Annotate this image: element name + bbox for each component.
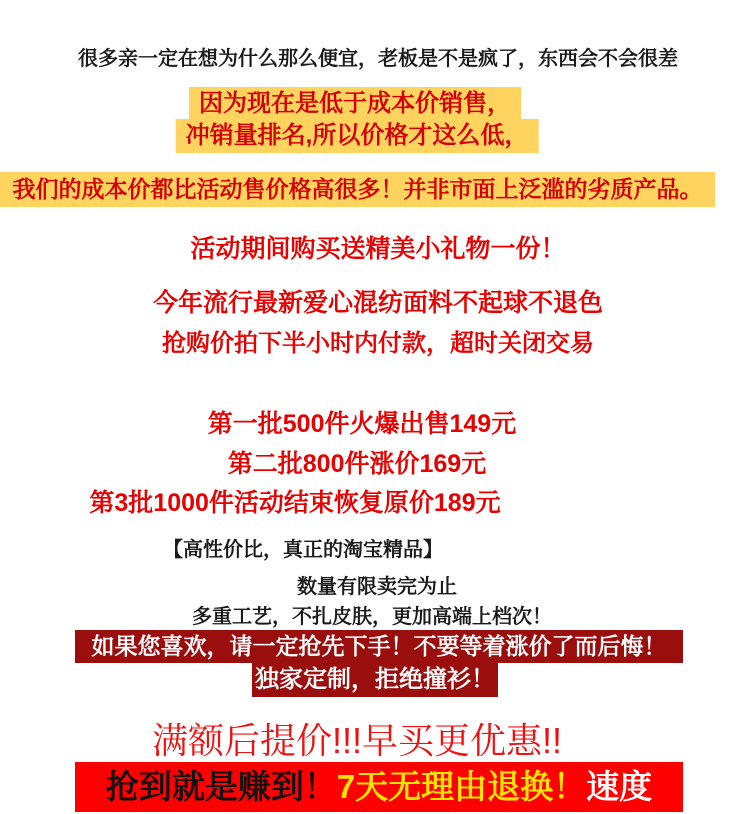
cost-claim-band: 我们的成本价都比活动售价格高很多！并非市面上泛滥的劣质产品。	[0, 172, 715, 207]
gift-text: 活动期间购买送精美小礼物一份！	[190, 235, 566, 263]
urge-band-1: 如果您喜欢，请一定抢先下手！不要等着涨价了而后悔！	[75, 630, 683, 663]
batch-2-price: 第二批800件涨价169元	[227, 450, 487, 478]
reason-highlight-2: 冲销量排名,所以价格才这么低，	[176, 119, 539, 153]
batch-3-price: 第3批1000件活动结束恢复原价189元	[89, 489, 501, 517]
batch-1-price: 第一批500件火爆出售149元	[207, 410, 517, 438]
banner-return-policy-text: 7天无理由退换！	[336, 768, 587, 805]
banner-speed-text: 速度	[586, 768, 653, 805]
stock-text: 数量有限卖完为止	[297, 576, 457, 598]
intro-text: 很多亲一定在想为什么那么便宜，老板是不是疯了，东西会不会很差	[78, 48, 678, 70]
urge-band-2: 独家定制，拒绝撞衫！	[252, 663, 498, 697]
fabric-text: 今年流行最新爱心混纺面料不起球不退色	[152, 289, 603, 317]
bottom-banner	[75, 762, 683, 812]
reason-highlight-1: 因为现在是低于成本价销售，	[189, 87, 521, 121]
banner-grab-text: 抢到就是赚到！	[105, 768, 337, 805]
quality-text: 【高性价比，真正的淘宝精品】	[163, 539, 443, 561]
payment-rule-text: 抢购价拍下半小时内付款，超时关闭交易	[162, 330, 594, 357]
price-rise-text: 满额后提价!!!早买更优惠!!	[151, 720, 563, 761]
craft-text: 多重工艺，不扎皮肤，更加高端上档次！	[192, 606, 552, 628]
